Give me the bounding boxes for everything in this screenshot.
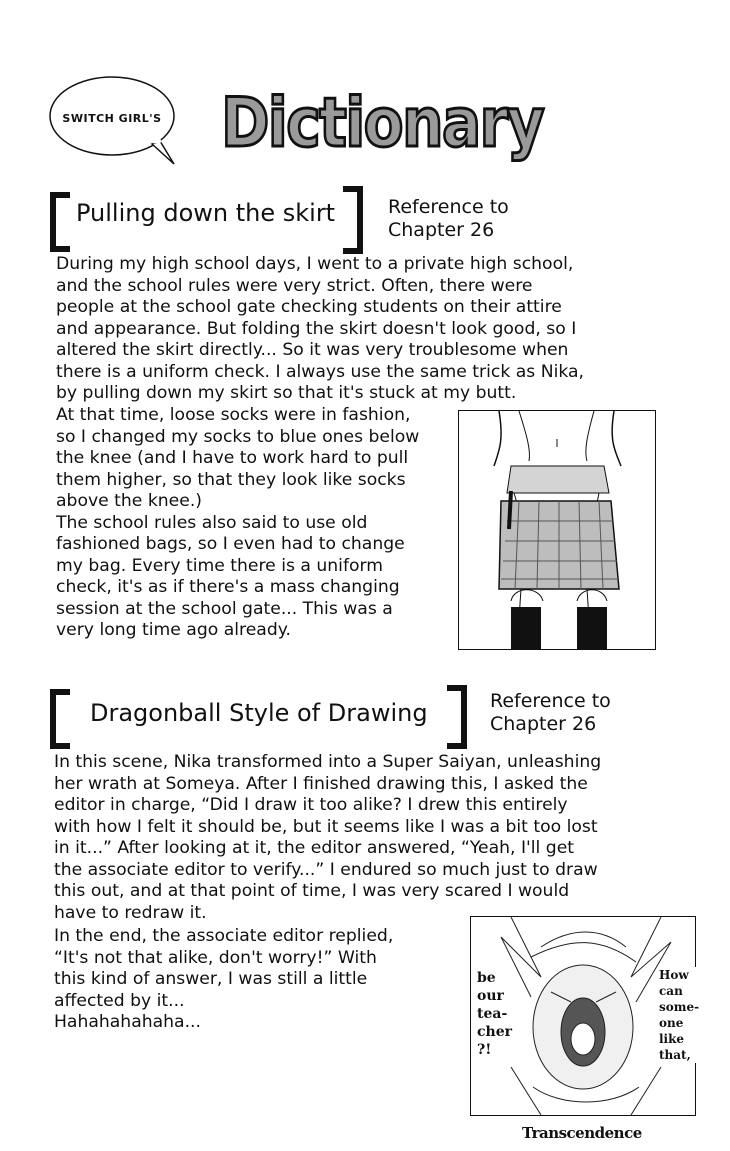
- entry1-text-full: [56, 254, 584, 405]
- entry2-text-side: [54, 926, 393, 1034]
- text-line: “It's not that alike, don't worry!” With: [54, 947, 377, 968]
- text-line: During my high school days, I went to a private high school,: [56, 254, 574, 274]
- saiyan-panel: [470, 916, 700, 1116]
- entry1-reference: [388, 196, 509, 242]
- logo-text: Dictionary: [221, 84, 545, 163]
- reference-line: Chapter 26: [388, 219, 495, 241]
- text-line: Hahahahahaha...: [54, 1012, 201, 1032]
- caption-line: tea-: [477, 1006, 508, 1022]
- text-line: The school rules also said to use old: [56, 512, 368, 533]
- text-line: session at the school gate... This was a: [56, 598, 393, 619]
- reference-line: Reference to: [490, 690, 611, 712]
- text-line: fashioned bags, so I even had to change: [56, 534, 405, 554]
- bracket-left: [50, 689, 70, 749]
- skirt-illustration: [458, 410, 656, 650]
- text-line: altered the skirt directly... So it was very troublesome when: [56, 340, 569, 360]
- text-line: so I changed my socks to blue ones below: [56, 426, 420, 447]
- caption-line: ?!: [477, 1042, 492, 1058]
- text-line: In the end, the associate editor replied,: [54, 926, 394, 946]
- panel-caption-right: [659, 967, 699, 1063]
- entry2-title: Dragonball Style of Drawing: [90, 699, 428, 727]
- text-line: this out, and at that point of time, I was very scared I would: [54, 881, 570, 901]
- caption-line: cher: [477, 1024, 512, 1040]
- text-line: In this scene, Nika transformed into a Super Saiyan, unleashing: [54, 752, 602, 772]
- caption-line: be: [477, 970, 496, 986]
- text-line: by pulling down my skirt so that it's stuck at my butt.: [56, 383, 517, 403]
- entry1-title: Pulling down the skirt: [76, 199, 336, 227]
- panel-caption-left: [477, 969, 512, 1059]
- caption-line: one: [659, 1016, 684, 1030]
- bubble-text: SWITCH GIRL'S: [62, 112, 162, 125]
- dictionary-logo: [215, 82, 550, 164]
- text-line: check, it's as if there's a mass changing: [56, 577, 400, 597]
- text-line: her wrath at Someya. After I finished drawing this, I asked the: [54, 773, 588, 794]
- reference-line: Chapter 26: [490, 713, 597, 735]
- sfx-transcendence: Transcendence: [522, 1124, 642, 1142]
- bracket-right: [343, 186, 363, 254]
- text-line: the knee (and I have to work hard to pull: [56, 448, 409, 468]
- text-line: and the school rules were very strict. Often, there were: [56, 275, 533, 296]
- entry1-text-side: [56, 405, 419, 642]
- text-line: people at the school gate checking students on their attire: [56, 297, 562, 317]
- caption-line: like: [659, 1032, 685, 1046]
- text-line: above the knee.): [56, 491, 203, 511]
- entry2-text-full: [54, 752, 601, 924]
- bracket-right: [447, 685, 467, 749]
- text-line: with how I felt it should be, but it seems like I was a bit too lost: [54, 816, 598, 837]
- bracket-left: [50, 192, 70, 252]
- text-line: editor in charge, “Did I draw it too alike? I drew this entirely: [54, 795, 568, 815]
- caption-line: that,: [659, 1048, 691, 1062]
- text-line: affected by it...: [54, 990, 185, 1011]
- caption-line: How: [659, 968, 689, 982]
- text-line: very long time ago already.: [56, 620, 291, 640]
- text-line: there is a uniform check. I always use the same trick as Nika,: [56, 361, 584, 382]
- entry2-reference: [490, 690, 611, 736]
- reference-line: Reference to: [388, 196, 509, 218]
- text-line: this kind of answer, I was still a little: [54, 969, 368, 989]
- caption-line: our: [477, 988, 504, 1004]
- text-line: the associate editor to verify...” I endured so much just to draw: [54, 859, 598, 880]
- text-line: and appearance. But folding the skirt doesn't look good, so I: [56, 318, 577, 339]
- text-line: in it...” After looking at it, the editor answered, “Yeah, I'll get: [54, 838, 575, 858]
- text-line: my bag. Every time there is a uniform: [56, 555, 384, 576]
- caption-line: some-: [659, 1000, 700, 1014]
- caption-line: can: [659, 984, 683, 998]
- text-line: At that time, loose socks were in fashion,: [56, 405, 411, 425]
- text-line: have to redraw it.: [54, 902, 207, 923]
- text-line: them higher, so that they look like socks: [56, 469, 406, 490]
